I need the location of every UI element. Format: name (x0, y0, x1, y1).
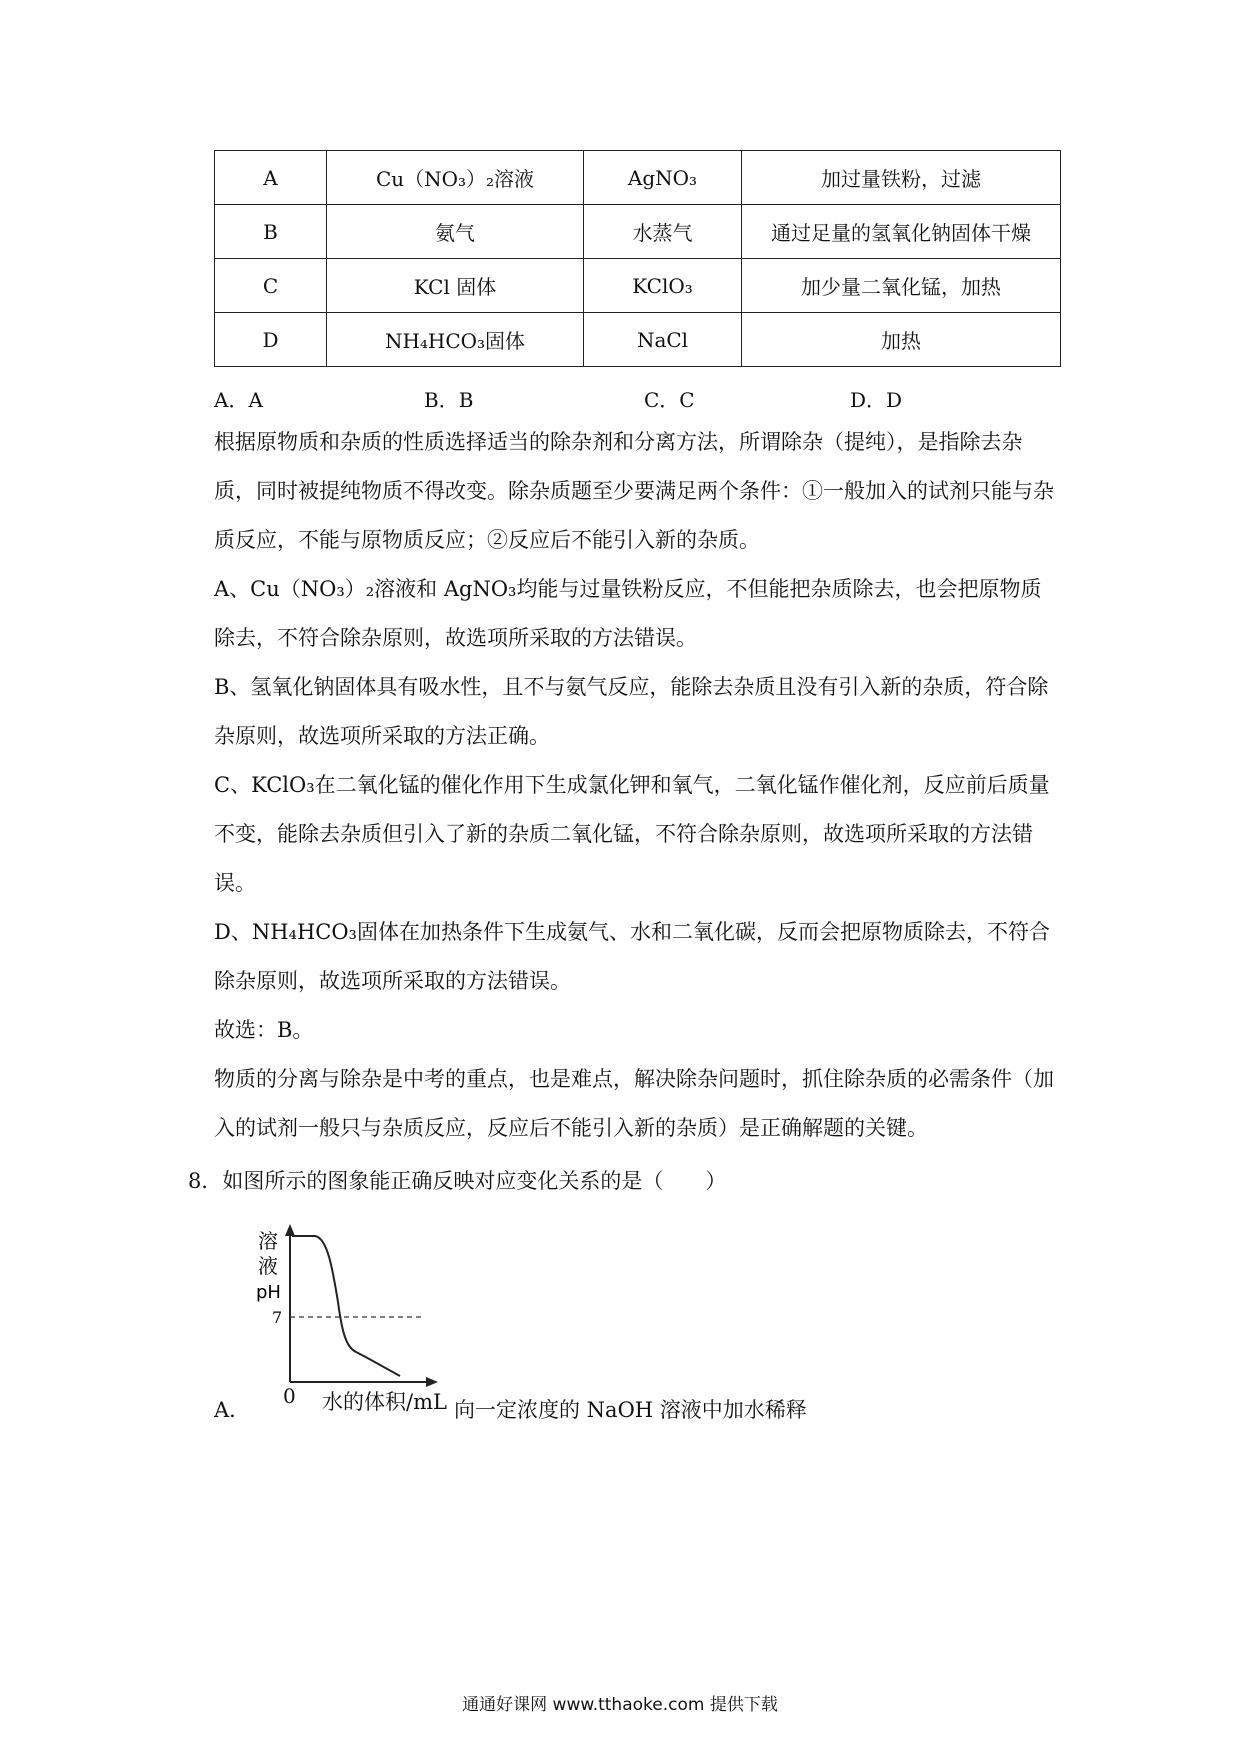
y-axis-arrow (285, 1224, 295, 1236)
table-row (215, 259, 1061, 313)
method-cell: 加过量铁粉，过滤 (742, 151, 1061, 205)
substance-cell: Cu（NO₃）₂溶液 (327, 151, 584, 205)
table-row (215, 205, 1061, 259)
y-axis-label-3: pH (256, 1282, 281, 1303)
substance-cell: KCl 固体 (327, 259, 584, 313)
method-cell: 加少量二氧化锰，加热 (742, 259, 1061, 313)
y-axis-label-1: 溶 (258, 1229, 278, 1253)
option-a-caption: 向一定浓度的 NaOH 溶液中加水稀释 (454, 1398, 807, 1422)
option-cell: D (215, 313, 327, 367)
choice-b: B．B (424, 388, 474, 412)
impurity-cell: 水蒸气 (584, 205, 742, 259)
analysis-d: D、NH₄HCO₃固体在加热条件下生成氨气、水和二氧化碳，反而会把原物质除去，不符合除杂原则，故选项所采取的方法错误。 (214, 920, 1050, 993)
substance-cell: NH₄HCO₃固体 (327, 313, 584, 367)
analysis-a: A、Cu（NO₃）₂溶液和 AgNO₃均能与过量铁粉反应，不但能把杂质除去，也会把原物质除去，不符合除杂原则，故选项所采取的方法错误。 (214, 577, 1042, 650)
ph-curve-figure (250, 1222, 460, 1412)
analysis-b: B、氢氧化钠固体具有吸水性，且不与氨气反应，能除去杂质且没有引入新的杂质，符合除杂原则，故选项所采取的方法正确。 (214, 675, 1049, 748)
x-axis-label: 水的体积/mL (322, 1390, 447, 1414)
impurity-cell: AgNO₃ (584, 151, 742, 205)
option-a-label: A． (214, 1398, 251, 1422)
substance-cell: 氨气 (327, 205, 584, 259)
table-row (215, 151, 1061, 205)
purification-table (214, 150, 1061, 367)
y-axis-label-2: 液 (258, 1254, 278, 1278)
choice-c: C．C (644, 388, 695, 412)
impurity-cell: NaCl (584, 313, 742, 367)
ph-7-tick: 7 (272, 1308, 283, 1327)
origin-label: 0 (283, 1384, 296, 1408)
question-8: 8．如图所示的图象能正确反映对应变化关系的是（ ） (188, 1169, 727, 1193)
option-cell: B (215, 205, 327, 259)
analysis-c: C、KClO₃在二氧化锰的催化作用下生成氯化钾和氧气，二氧化锰作催化剂，反应前后质量不变，能除去杂质但引入了新的杂质二氧化锰，不符合除杂原则，故选项所采取的方法错误。 (214, 773, 1050, 895)
method-cell: 通过足量的氢氧化钠固体干燥 (742, 205, 1061, 259)
analysis-intro: 根据原物质和杂质的性质选择适当的除杂剂和分离方法，所谓除杂（提纯），是指除去杂质，同时被提纯物质不得改变。除杂质题至少要满足两个条件：①一般加入的试剂只能与杂质反应，不能与原物质反应；②反应后不能引入新的杂质。 (214, 430, 1054, 552)
table-row (215, 313, 1061, 367)
analysis-comment: 物质的分离与除杂是中考的重点，也是难点，解决除杂问题时，抓住除杂质的必需条件（加入的试剂一般只与杂质反应，反应后不能引入新的杂质）是正确解题的关键。 (214, 1067, 1054, 1140)
choice-d: D．D (850, 388, 903, 412)
page-footer: 通通好课网 www.tthaoke.com 提供下载 (462, 1695, 778, 1715)
option-cell: C (215, 259, 327, 313)
choice-a: A．A (214, 388, 263, 412)
ph-curve (292, 1236, 400, 1376)
method-cell: 加热 (742, 313, 1061, 367)
impurity-cell: KClO₃ (584, 259, 742, 313)
answer-line: 故选：B。 (214, 1018, 314, 1042)
option-cell: A (215, 151, 327, 205)
